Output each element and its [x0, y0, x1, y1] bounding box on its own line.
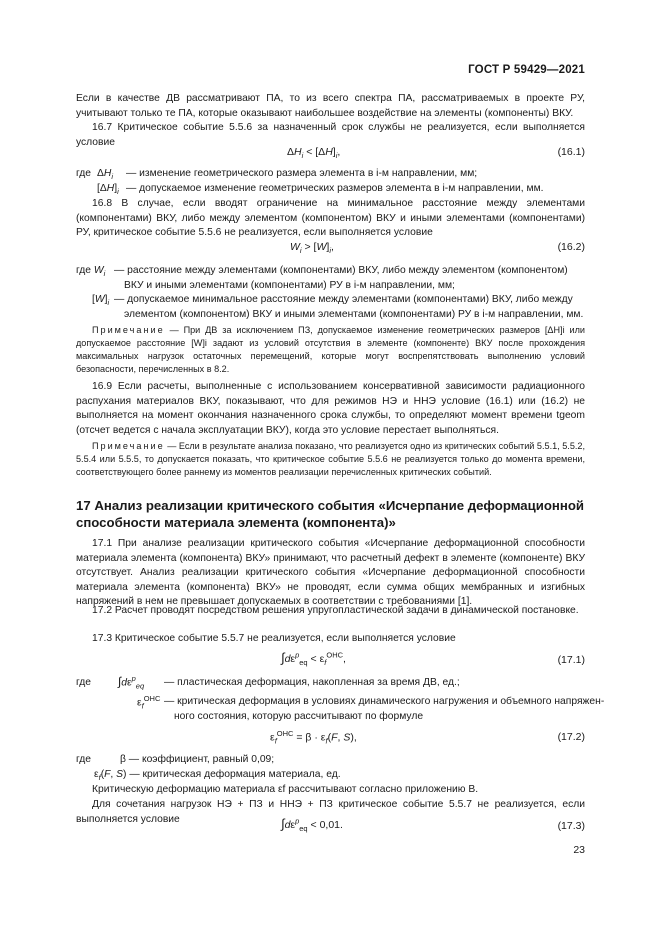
note-1-text: — При ДВ за исключением ПЗ, допускаемое изменение геометрических размеров [ΔH]i или допускаемое расстояние [W]i задают из условий отсутствия в элементе (компоненте) ВКУ после прохождения максимальных нагрузок остаточных перемещений, которые могут воспрепятствовать выполнению условий безопасности, перечисленных в 8.2.	[76, 325, 585, 374]
equation-17-3-rhs: < 0,01.	[310, 819, 343, 831]
definition-deps: — пластическая деформация, накопленная за время ДВ, ед.;	[164, 677, 460, 688]
paragraph-17-2: 17.2 Расчет проводят посредством решения упругопластической задачи в динамической постановке.	[92, 605, 579, 616]
equation-number-17-1: (17.1)	[557, 654, 585, 666]
section-17-heading: 17 Анализ реализации критического события «Исчерпание деформационной способности материала элемента (компонента)»	[76, 498, 584, 530]
note-1-label: Примечание	[92, 325, 165, 335]
symbol-dH: $\Delta H_i$	[97, 168, 113, 182]
symbol-deps: $\int d\varepsilon^p_{eq}$	[118, 674, 145, 691]
symbol-W-allowed: $[W]_i$	[92, 294, 110, 308]
note-2-text: — Если в результате анализа показано, что реализуется одно из критических событий 5.5.1, 5.5.2, 5.5.4 или 5.5.5, то допускается показать, что критическое событие 5.5.6 не реализуется только до момента времени, соответствующего более раннему из моментов реализации перечисленных критических событий.	[76, 441, 585, 477]
paragraph-17-1: 17.1 При анализе реализации критического события «Исчерпание деформационной способности материала элемента (компонента) ВКУ» принимают, что расчетный дефект в элементе (компоненте) ВКУ отсутствует. Анализ реализации критического события «Исчерпание деформационной способности материала элемента (компонента) ВКУ» не проводят, если сумма общих мембранных и изгибных напряжений в нем не превышает допускаемых в соответствии с требованиями [1].	[76, 538, 585, 608]
equation-17-2: $\varepsilon_f^{ОНС} = \beta \cdot \varepsilon_f(F$, S),	[270, 729, 357, 746]
paragraph-17-3: 17.3 Критическое событие 5.5.7 не реализуется, если выполняется условие	[92, 633, 456, 644]
definition-beta-text: — коэффициент, равный 0,09;	[128, 754, 275, 765]
equation-17-3: $\int d\varepsilon^p_{eq} < 0,01$.	[281, 816, 343, 834]
definition-beta: β — коэффициент, равный 0,09;	[120, 754, 275, 765]
note-1	[76, 324, 585, 376]
where-label: где	[76, 168, 92, 179]
definition-W-allowed-line2: элементом (компонентом) ВКУ и иными элементами (компонентами) РУ в i-м направлении, мм.	[124, 309, 584, 320]
definition-W-line2: ВКУ и иными элементами (компонентами) РУ в i-м направлении, мм;	[124, 280, 455, 291]
equation-number-17-2: (17.2)	[557, 731, 585, 743]
paragraph-crit-deformation: Критическую деформацию материала εf рассчитывают согласно приложению В.	[92, 784, 479, 795]
definition-epsf-FS-text: — критическая деформация материала, ед.	[129, 769, 341, 780]
definition-W-allowed-line1: — допускаемое минимальное расстояние между элементами (компонентами) ВКУ, либо между	[114, 294, 573, 305]
note-2	[76, 440, 585, 479]
definition-dH: — изменение геометрического размера элемента в i-м направлении, мм;	[126, 168, 478, 179]
definition-epsf-line1: — критическая деформация в условиях динамического нагружения и объемного напряжен-	[164, 696, 605, 707]
definition-epsf-line2: ного состояния, которую рассчитывают по формуле	[174, 711, 424, 722]
note-2-label: Примечание	[92, 441, 165, 451]
paragraph-16-7: 16.7 Критическое событие 5.5.6 за назначенный срок службы не реализуется, если выполняется условие	[76, 122, 585, 148]
where-label-4: где	[76, 754, 92, 765]
page-number: 23	[573, 844, 585, 856]
equation-16-2: $W_i > [W]_i$,	[290, 241, 334, 256]
paragraph-intro: Если в качестве ДВ рассматривают ПА, то из всего спектра ПА, рассматриваемых в проекте РУ, учитывают только те ПА, которые оказывают наибольшее воздействие на элементы (компоненты) ВКУ.	[76, 93, 585, 119]
symbol-epsf-ons: $\varepsilon_f^{ОНС}$	[137, 694, 161, 711]
paragraph-load-combination: Для сочетания нагрузок НЭ + ПЗ и ННЭ + ПЗ критическое событие 5.5.7 не реализуется, если выполняется условие	[76, 799, 585, 825]
doc-header: ГОСТ Р 59429—2021	[468, 64, 585, 76]
definition-epsf-FS: $\varepsilon_f(F$, S) — критическая деформация материала, ед.	[94, 769, 341, 783]
equation-number-16-2: (16.2)	[557, 241, 585, 253]
equation-number-16-1: (16.1)	[557, 146, 585, 158]
equation-number-17-3: (17.3)	[557, 820, 585, 832]
where-label-3: где	[76, 677, 92, 688]
where-label-2: где $W_i$	[76, 265, 106, 279]
paragraph-16-8: 16.8 В случае, если вводят ограничение на минимальное расстояние между элементами (компонентами) ВКУ, либо между элементом (компонентом) ВКУ и иными элементами (компонентами) РУ, критическое событие 5.5.6 не реализуется, если выполняется условие	[76, 198, 585, 239]
paragraph-16-9: 16.9 Если расчеты, выполненные с использованием консервативной зависимости радиационного распухания материалов ВКУ, показывают, что для режимов НЭ и ННЭ условие (16.1) или (16.2) не выполняется на момент окончания назначенного срока службы, то определяют момент времени tgeom (отсчет ведется с начала эксплуатации ВКУ), когда это условие перестает выполняться.	[76, 381, 585, 436]
equation-17-1: $\int d\varepsilon^p_{eq} < \varepsilon_f^{ОНС}$,	[281, 650, 346, 668]
symbol-dH-allowed: $[\Delta H]_i$	[97, 183, 119, 197]
definition-W-line1: — расстояние между элементами (компонентами) ВКУ, либо между элементом (компонентом)	[114, 265, 568, 276]
definition-dH-allowed: — допускаемое изменение геометрических размеров элемента в i-м направлении, мм.	[126, 183, 544, 194]
equation-16-1: $\Delta H_i < [\Delta H]_i$,	[287, 146, 341, 161]
